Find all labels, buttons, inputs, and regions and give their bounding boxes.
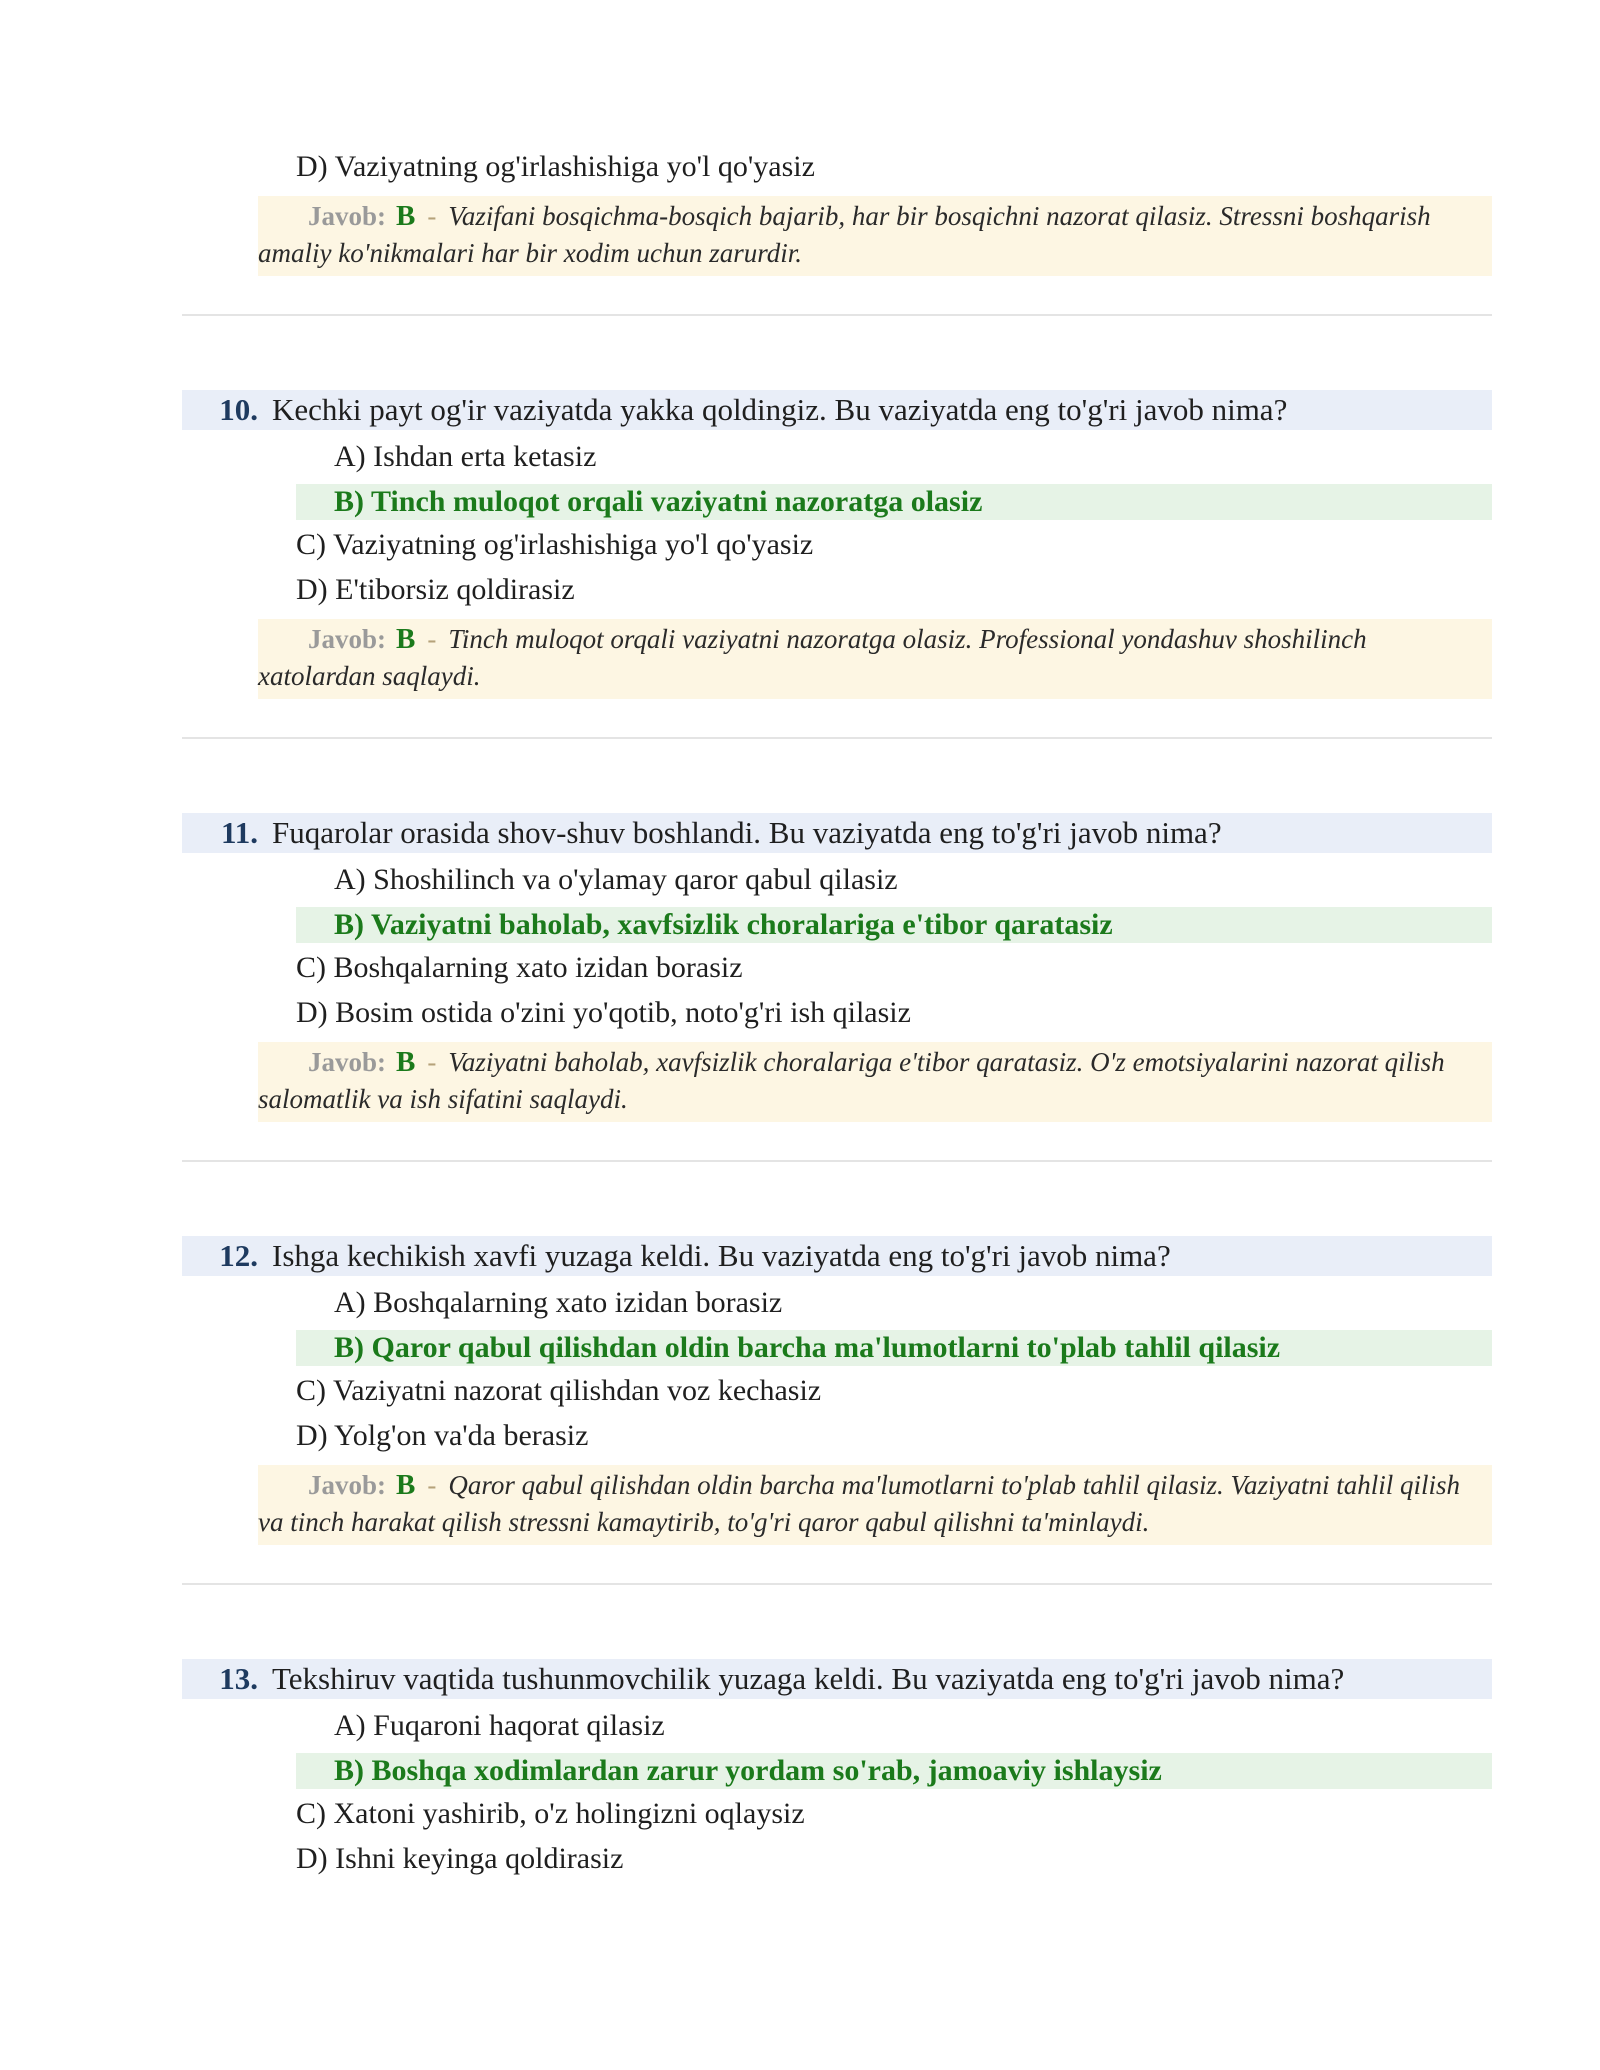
- q11-option-d: D) Bosim ostida o'zini yo'qotib, noto'g'ri ish qilasiz: [296, 996, 911, 1029]
- q9-answer-box: [258, 196, 1492, 276]
- q13-option-a: A) Fuqaroni haqorat qilasiz: [334, 1709, 665, 1742]
- answer-dash: -: [427, 201, 437, 231]
- q10-heading: [182, 390, 1492, 430]
- answer-letter: B: [396, 1469, 416, 1501]
- answer-label: Javob:: [308, 624, 387, 654]
- q12-option-b-correct: B) Qaror qabul qilishdan oldin barcha ma'lumotlarni to'plab tahlil qilasiz: [296, 1330, 1492, 1366]
- q13-option-d: D) Ishni keyinga qoldirasiz: [296, 1842, 624, 1875]
- answer-letter: B: [396, 200, 416, 232]
- q11-option-c: C) Boshqalarning xato izidan borasiz: [296, 951, 743, 984]
- answer-explanation: Vazifani bosqichma-bosqich bajarib, har bir bosqichni nazorat qilasiz. Stressni boshqarish amaliy ko'nikmalari har bir xodim uchun zarurdir.: [258, 201, 1431, 268]
- question-text: Tekshiruv vaqtida tushunmovchilik yuzaga keldi. Bu vaziyatda eng to'g'ri javob nima?: [272, 1661, 1345, 1696]
- divider: [182, 1160, 1492, 1162]
- q12-option-d: D) Yolg'on va'da berasiz: [296, 1419, 589, 1452]
- q10-option-d: D) E'tiborsiz qoldirasiz: [296, 573, 575, 606]
- q10-option-b-correct: B) Tinch muloqot orqali vaziyatni nazoratga olasiz: [296, 484, 1492, 520]
- question-number: 11.: [220, 815, 258, 850]
- answer-letter: B: [396, 1046, 416, 1078]
- answer-explanation: Vaziyatni baholab, xavfsizlik choralariga e'tibor qaratasiz. O'z emotsiyalarini nazorat qilish salomatlik va ish sifatini saqlaydi.: [258, 1047, 1445, 1114]
- answer-label: Javob:: [308, 1470, 387, 1500]
- question-number: 10.: [219, 392, 258, 427]
- answer-label: Javob:: [308, 1047, 387, 1077]
- q10-answer-box: [258, 619, 1492, 699]
- q12-option-a: A) Boshqalarning xato izidan borasiz: [334, 1286, 783, 1319]
- q10-option-a: A) Ishdan erta ketasiz: [334, 440, 597, 473]
- answer-dash: -: [427, 1470, 437, 1500]
- q11-option-b-correct: B) Vaziyatni baholab, xavfsizlik choralariga e'tibor qaratasiz: [296, 907, 1492, 943]
- q10-option-c: C) Vaziyatning og'irlashishiga yo'l qo'yasiz: [296, 528, 814, 561]
- question-text: Ishga kechikish xavfi yuzaga keldi. Bu vaziyatda eng to'g'ri javob nima?: [272, 1238, 1171, 1273]
- q9-option-d: D) Vaziyatning og'irlashishiga yo'l qo'yasiz: [296, 150, 815, 183]
- q13-option-c: C) Xatoni yashirib, o'z holingizni oqlaysiz: [296, 1797, 805, 1830]
- divider: [182, 737, 1492, 739]
- q13-heading: [182, 1659, 1492, 1699]
- divider: [182, 1583, 1492, 1585]
- q13-option-b-correct: B) Boshqa xodimlardan zarur yordam so'rab, jamoaviy ishlaysiz: [296, 1753, 1492, 1789]
- q11-answer-box: [258, 1042, 1492, 1122]
- answer-explanation: Qaror qabul qilishdan oldin barcha ma'lumotlarni to'plab tahlil qilasiz. Vaziyatni tahlil qilish va tinch harakat qilish stressni kamaytirib, to'g'ri qaror qabul qilishni ta'minlaydi.: [258, 1470, 1460, 1537]
- answer-dash: -: [427, 624, 437, 654]
- question-text: Kechki payt og'ir vaziyatda yakka qoldingiz. Bu vaziyatda eng to'g'ri javob nima?: [272, 392, 1288, 427]
- answer-letter: B: [396, 623, 416, 655]
- question-number: 12.: [219, 1238, 258, 1273]
- answer-label: Javob:: [308, 201, 387, 231]
- q11-option-a: A) Shoshilinch va o'ylamay qaror qabul qilasiz: [334, 863, 898, 896]
- q12-answer-box: [258, 1465, 1492, 1545]
- question-text: Fuqarolar orasida shov-shuv boshlandi. Bu vaziyatda eng to'g'ri javob nima?: [272, 815, 1222, 850]
- answer-explanation: Tinch muloqot orqali vaziyatni nazoratga olasiz. Professional yondashuv shoshilinch xatolardan saqlaydi.: [258, 624, 1367, 691]
- q12-option-c: C) Vaziyatni nazorat qilishdan voz kechasiz: [296, 1374, 822, 1407]
- answer-dash: -: [427, 1047, 437, 1077]
- q11-heading: [182, 813, 1492, 853]
- divider: [182, 314, 1492, 316]
- question-number: 13.: [219, 1661, 258, 1696]
- q12-heading: [182, 1236, 1492, 1276]
